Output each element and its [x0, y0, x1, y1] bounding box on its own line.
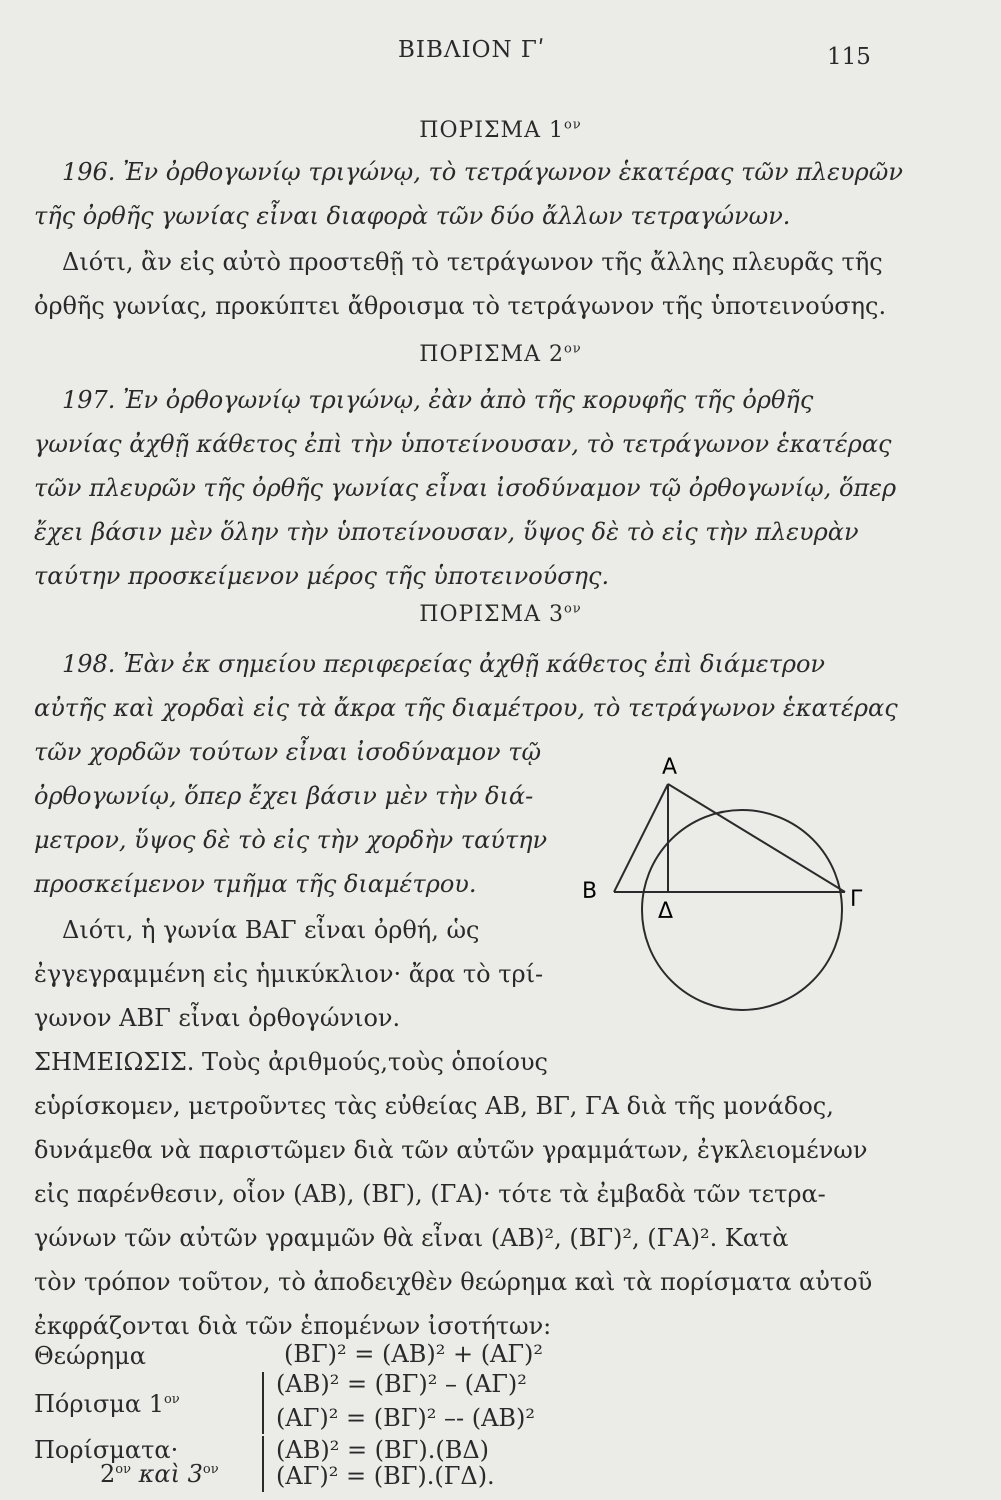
theorem-equation: (ΒΓ)² = (ΑΒ)² + (ΑΓ)² [284, 1340, 544, 1368]
corollary-3-line-5: μετρον, ὕψος δὲ τὸ εἰς τὴν χορδὴν ταύτην [34, 826, 548, 854]
corollary-1-label: Πόρισμα $1^{o\nu}$ [34, 1390, 180, 1418]
label-G: Γ [850, 887, 863, 912]
note-line-5: γώνων τῶν αὐτῶν γραμμῶν θὰ εἶναι (ΑΒ)², (ΒΓ)², (ΓΑ)². Κατὰ [34, 1224, 789, 1252]
corollary-1-equation-2: (ΑΓ)² = (ΒΓ)² –- (ΑΒ)² [276, 1404, 536, 1432]
corollary-3-line-3: τῶν χορδῶν τούτων εἶναι ἰσοδύναμον τῷ [34, 738, 542, 766]
corollaries-2-3-label-2: $2^{o\nu}$ καὶ $3^{o\nu}$ [100, 1460, 219, 1488]
corollary-1-proof-1: Διότι, ἂν εἰς αὐτὸ προστεθῇ τὸ τετράγωνον τῆς ἄλλης πλευρᾶς τῆς [62, 248, 883, 276]
label-A: Α [662, 755, 678, 780]
corollaries-2-3-equation-1: (ΑΒ)² = (ΒΓ).(ΒΔ) [276, 1436, 490, 1464]
corollary-2-line-2: γωνίας ἀχθῇ κάθετος ἐπὶ τὴν ὑποτείνουσαν, τὸ τετράγωνον ἑκατέρας [34, 430, 892, 458]
running-header: ΒΙΒΛΙΟΝ Γʹ [398, 37, 546, 63]
corollary-1-heading: ΠΟΡΙΣΜΑ $1^{o\nu}$ [419, 117, 582, 143]
corollary-3-line-4: ὀρθογωνίῳ, ὅπερ ἔχει βάσιν μὲν τὴν διά- [34, 782, 534, 810]
note-line-6: τὸν τρόπον τοῦτον, τὸ ἀποδειχθὲν θεώρημα καὶ τὰ πορίσματα αὐτοῦ [34, 1268, 873, 1296]
corollary-1-equation-1: (ΑΒ)² = (ΒΓ)² – (ΑΓ)² [276, 1370, 527, 1398]
theorem-label: Θεώρημα [34, 1342, 146, 1370]
note-line-7: ἐκφράζονται διὰ τῶν ἑπομένων ἰσοτήτων: [34, 1312, 552, 1340]
corollary-1-line-1: 196. Ἐν ὀρθογωνίῳ τριγώνῳ, τὸ τετράγωνον ἑκατέρας τῶν πλευρῶν [62, 158, 903, 186]
note-line-1: ΣΗΜΕΙΩΣΙΣ. Τοὺς ἀριθμούς,τοὺς ὁποίους [34, 1048, 548, 1076]
corollary-1-line-2: τῆς ὀρθῆς γωνίας εἶναι διαφορὰ τῶν δύο ἄλλων τετραγώνων. [34, 202, 791, 230]
page-number: 115 [827, 44, 871, 70]
label-D: Δ [658, 899, 674, 924]
corollary-3-proof-2: ἐγγεγραμμένη εἰς ἡμικύκλιον· ἄρα τὸ τρί- [34, 960, 544, 988]
note-line-3: δυνάμεθα νὰ παριστῶμεν διὰ τῶν αὐτῶν γραμμάτων, ἐγκλειομένων [34, 1136, 868, 1164]
corollary-2-line-4: ἔχει βάσιν μὲν ὅλην τὴν ὑποτείνουσαν, ὕψος δὲ τὸ εἰς τὴν πλευρὰν [34, 518, 859, 546]
label-B: Β [582, 879, 598, 904]
note-line-2: εὑρίσκομεν, μετροῦντες τὰς εὐθείας ΑΒ, ΒΓ, ΓΑ διὰ τῆς μονάδος, [34, 1092, 834, 1120]
corollary-3-line-6: προσκείμενον τμῆμα τῆς διαμέτρου. [34, 870, 477, 898]
corollary-3-proof-3: γωνον ΑΒΓ εἶναι ὀρθογώνιον. [34, 1004, 401, 1032]
corollaries-2-3-brace [262, 1436, 264, 1492]
corollary-3-proof-1: Διότι, ἡ γωνία ΒΑΓ εἶναι ὀρθή, ὡς [62, 916, 480, 944]
corollaries-2-3-equation-2: (ΑΓ)² = (ΒΓ).(ΓΔ). [276, 1462, 495, 1490]
note-line-4: εἰς παρένθεσιν, οἷον (ΑΒ), (ΒΓ), (ΓΑ)· τότε τὰ ἐμβαδὰ τῶν τετρα- [34, 1180, 826, 1208]
corollary-2-heading: ΠΟΡΙΣΜΑ $2^{o\nu}$ [419, 341, 582, 367]
chord-AB [614, 784, 668, 892]
chord-AG [668, 784, 845, 892]
circle-diagram [572, 740, 872, 1040]
corollary-1-brace [262, 1372, 264, 1434]
corollary-3-line-2: αὐτῆς καὶ χορδαὶ εἰς τὰ ἄκρα τῆς διαμέτρου, τὸ τετράγωνον ἑκατέρας [34, 694, 898, 722]
corollary-2-line-3: τῶν πλευρῶν τῆς ὀρθῆς γωνίας εἶναι ἰσοδύναμον τῷ ὀρθογωνίῳ, ὅπερ [34, 474, 897, 502]
corollary-2-line-1: 197. Ἐν ὀρθογωνίῳ τριγώνῳ, ἐὰν ἀπὸ τῆς κορυφῆς τῆς ὀρθῆς [62, 386, 814, 414]
corollary-3-heading: ΠΟΡΙΣΜΑ $3^{o\nu}$ [419, 601, 582, 627]
corollaries-2-3-label-1: Πορίσματα· [34, 1436, 179, 1464]
corollary-3-line-1: 198. Ἐὰν ἐκ σημείου περιφερείας ἀχθῇ κάθετος ἐπὶ διάμετρον [62, 650, 826, 678]
corollary-2-line-5: ταύτην προσκείμενον μέρος τῆς ὑποτεινούσης. [34, 562, 610, 590]
corollary-1-proof-2: ὀρθῆς γωνίας, προκύπτει ἄθροισμα τὸ τετράγωνον τῆς ὑποτεινούσης. [34, 292, 887, 320]
